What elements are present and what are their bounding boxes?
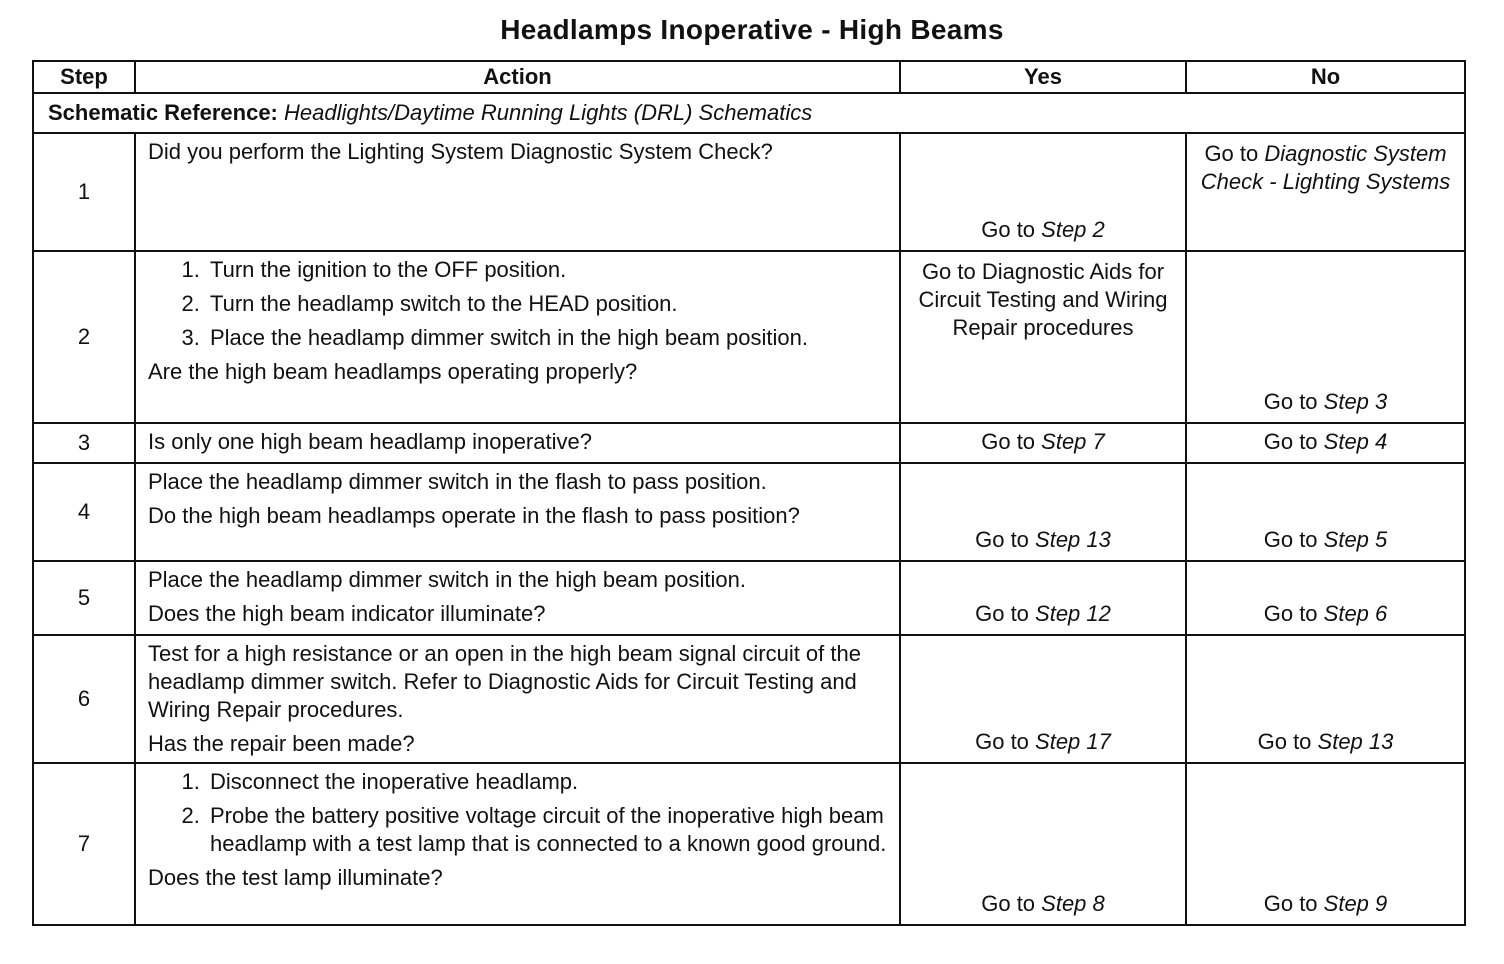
no-cell	[1186, 635, 1465, 763]
yes-goto-link[interactable]: Step 7	[1041, 429, 1105, 454]
action-cell	[135, 251, 900, 423]
schematic-reference-label: Schematic Reference:	[48, 100, 278, 125]
action-step-item: 2. Turn the headlamp switch to the HEAD position.	[206, 290, 887, 318]
yes-goto-text: Go to	[975, 729, 1036, 754]
no-goto-text: Go to	[1263, 527, 1324, 552]
action-cell	[135, 763, 900, 925]
header-no: No	[1186, 61, 1465, 93]
no-cell	[1186, 251, 1465, 423]
action-text: Does the high beam indicator illuminate?	[148, 601, 546, 626]
no-goto-text: Go to	[1257, 729, 1318, 754]
action-step-item: 2. Probe the battery positive voltage circuit of the inoperative high beam headlamp with a test lamp that is connected to a known good ground.	[206, 802, 887, 858]
step-number: 3	[33, 423, 135, 463]
yes-goto-text: Go to	[975, 601, 1036, 626]
no-goto-link[interactable]: Step 3	[1323, 389, 1388, 414]
table-row	[33, 251, 1465, 423]
yes-goto-link[interactable]: Step 8	[1041, 891, 1105, 916]
action-text: Did you perform the Lighting System Diagnostic System Check?	[148, 139, 773, 164]
action-step-item: 1. Turn the ignition to the OFF position.	[206, 256, 887, 284]
yes-cell	[900, 133, 1186, 251]
yes-goto-link[interactable]: Step 17	[1035, 729, 1111, 754]
step-number: 7	[33, 763, 135, 925]
action-step-item: 3. Place the headlamp dimmer switch in the high beam position.	[206, 324, 887, 352]
no-cell	[1186, 133, 1465, 251]
no-goto-link[interactable]: Step 5	[1323, 527, 1388, 552]
no-goto-text: Go to	[1263, 429, 1324, 454]
step-number: 2	[33, 251, 135, 423]
action-steps-list	[148, 768, 887, 858]
yes-goto-link[interactable]: Step 13	[1035, 527, 1111, 552]
step-number: 1	[33, 133, 135, 251]
no-goto-link[interactable]: Diagnostic System Check - Lighting Systems	[1200, 141, 1451, 194]
yes-cell	[900, 423, 1186, 463]
header-row	[33, 61, 1465, 93]
no-goto-link[interactable]: Step 9	[1323, 891, 1388, 916]
yes-goto-text: Go to	[981, 217, 1042, 242]
schematic-reference-row	[33, 93, 1465, 133]
yes-goto-text: Go to	[981, 429, 1042, 454]
diagnostic-table	[32, 60, 1466, 926]
yes-goto-text: Go to	[981, 891, 1042, 916]
table-row	[33, 561, 1465, 635]
no-goto-text: Go to	[1263, 601, 1324, 626]
page-title: Headlamps Inoperative - High Beams	[500, 14, 1004, 45]
no-goto-link[interactable]: Step 6	[1323, 601, 1388, 626]
header-action: Action	[135, 61, 900, 93]
action-steps-list	[148, 256, 887, 352]
header-yes: Yes	[900, 61, 1186, 93]
action-text: Is only one high beam headlamp inoperative?	[148, 429, 592, 454]
step-number: 6	[33, 635, 135, 763]
action-cell	[135, 133, 900, 251]
table-row	[33, 463, 1465, 561]
action-cell	[135, 635, 900, 763]
yes-cell	[900, 251, 1186, 423]
action-cell	[135, 423, 900, 463]
yes-goto-link[interactable]: Step 2	[1041, 217, 1105, 242]
yes-cell	[900, 763, 1186, 925]
yes-cell	[900, 463, 1186, 561]
yes-goto-link[interactable]: Step 12	[1035, 601, 1111, 626]
no-goto-text: Go to	[1263, 891, 1324, 916]
no-cell	[1186, 463, 1465, 561]
schematic-reference	[33, 93, 1465, 133]
action-text: Does the test lamp illuminate?	[148, 865, 443, 890]
table-row	[33, 635, 1465, 763]
no-goto-text: Go to	[1263, 389, 1324, 414]
yes-goto-text: Go to Diagnostic Aids for Circuit Testing and Wiring Repair procedures	[918, 259, 1168, 340]
no-goto-text: Go to	[1204, 141, 1265, 166]
yes-cell	[900, 635, 1186, 763]
action-text: Test for a high resistance or an open in the high beam signal circuit of the headlamp dimmer switch. Refer to Diagnostic Aids for Circuit Testing and Wiring Repair procedures.	[148, 641, 861, 722]
step-number: 4	[33, 463, 135, 561]
yes-cell	[900, 561, 1186, 635]
action-cell	[135, 561, 900, 635]
header-step: Step	[33, 61, 135, 93]
yes-goto-text: Go to	[975, 527, 1036, 552]
action-text: Place the headlamp dimmer switch in the flash to pass position.	[148, 469, 767, 494]
table-row	[33, 763, 1465, 925]
no-goto-link[interactable]: Step 13	[1317, 729, 1394, 754]
no-goto-link[interactable]: Step 4	[1323, 429, 1388, 454]
action-text: Place the headlamp dimmer switch in the high beam position.	[148, 567, 746, 592]
action-text: Are the high beam headlamps operating properly?	[148, 359, 638, 384]
no-cell	[1186, 423, 1465, 463]
action-step-item: 1. Disconnect the inoperative headlamp.	[206, 768, 887, 796]
no-cell	[1186, 763, 1465, 925]
action-text: Has the repair been made?	[148, 731, 415, 756]
action-cell	[135, 463, 900, 561]
step-number: 5	[33, 561, 135, 635]
table-row	[33, 133, 1465, 251]
table-row	[33, 423, 1465, 463]
no-cell	[1186, 561, 1465, 635]
schematic-reference-link[interactable]: Headlights/Daytime Running Lights (DRL) Schematics	[284, 100, 813, 125]
action-text: Do the high beam headlamps operate in the flash to pass position?	[148, 503, 800, 528]
